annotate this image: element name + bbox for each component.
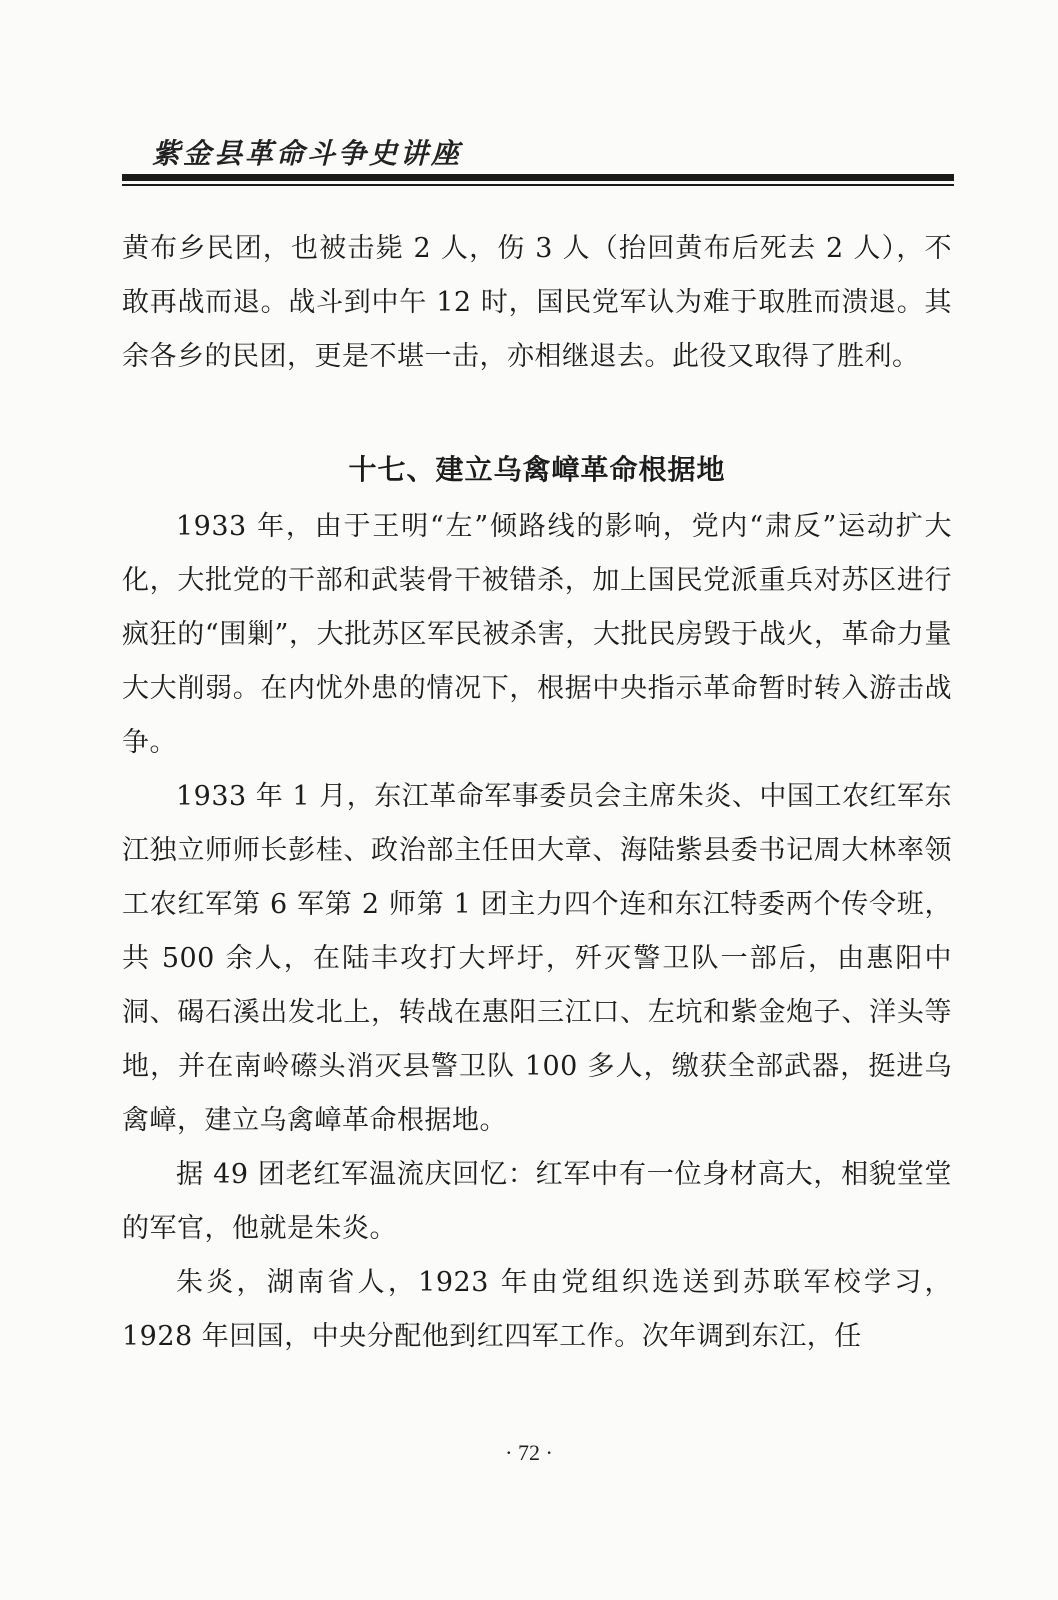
section-heading: 十七、建立乌禽嶂革命根据地 [348,453,726,486]
continued-paragraph: 黄布乡民团，也被击毙 2 人，伤 3 人（抬回黄布后死去 2 人），不敢再战而退。战斗到中午 12 时，国民党军认为难于取胜而溃退。其余各乡的民团，更是不堪一击，亦相继退去。此役又取得了胜利。 [122,233,952,372]
paragraph: 1933 年 1 月，东江革命军事委员会主席朱炎、中国工农红军东江独立师师长彭桂、政治部主任田大章、海陆紫县委书记周大林率领工农红军第 6 军第 2 师第 1 团主力四个连和东江特委两个传令班，共 500 余人，在陆丰攻打大坪圩，歼灭警卫队一部后，由惠阳中洞、碣石溪出发北上，转战在惠阳三江口、左坑和紫金炮子、洋头等地，并在南岭礤头消灭县警卫队 100 多人，缴获全部武器，挺进乌禽嶂，建立乌禽嶂革命根据地。 [122,781,952,1136]
header-rule-thick [122,174,954,181]
page-body [122,222,952,1364]
page-number: · 72 · [505,1440,553,1465]
paragraph: 1933 年，由于王明“左”倾路线的影响，党内“肃反”运动扩大化，大批党的干部和武装骨干被错杀，加上国民党派重兵对苏区进行疯狂的“围剿”，大批苏区军民被杀害，大批民房毁于战火，革命力量大大削弱。在内忧外患的情况下，根据中央指示革命暂时转入游击战争。 [122,511,952,758]
running-header-title: 紫金县革命斗争史讲座 [152,137,463,170]
header-rule-thin [122,184,954,186]
paragraph: 朱炎，湖南省人，1923 年由党组织选送到苏联军校学习，1928 年回国，中央分配他到红四军工作。次年调到东江，任 [122,1267,952,1352]
paragraph: 据 49 团老红军温流庆回忆：红军中有一位身材高大，相貌堂堂的军官，他就是朱炎。 [122,1159,952,1244]
